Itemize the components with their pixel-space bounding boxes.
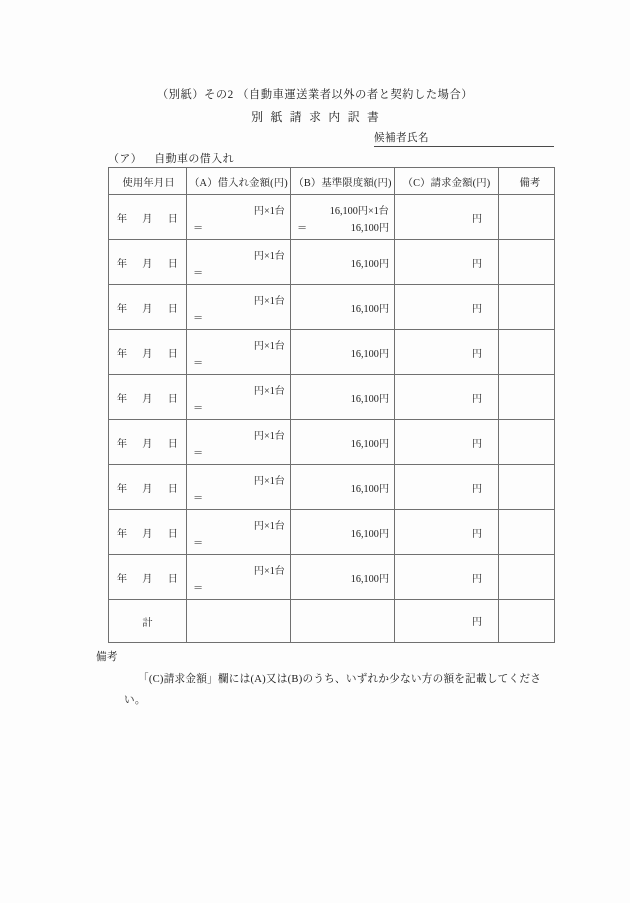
cell-date[interactable] [109,420,187,465]
table-row[interactable] [109,465,555,510]
amount-unit-line: 円×1台 [253,341,285,352]
date-day: 日 [167,348,179,360]
table-header-row [109,168,555,195]
footnote-body: 「(C)請求金額」欄には(A)又は(B)のうち、いずれか少ない方の額を記載してください。 [124,674,542,706]
table-row[interactable] [109,510,555,555]
section-marker: （ア） [108,153,143,165]
footnote-heading: 備考 [96,652,118,663]
amount-unit-line: 円×1台 [253,566,285,577]
amount-unit-line: 円×1台 [253,296,285,307]
cell-remarks[interactable] [499,555,555,600]
cell-column-b [291,375,395,420]
cell-column-b [291,510,395,555]
cell-column-b [291,420,395,465]
equals-sign: ＝ [193,538,204,549]
cell-column-b [291,285,395,330]
standard-limit-amount: 16,100円 [350,394,389,405]
cell-column-c[interactable] [395,285,499,330]
total-remarks[interactable] [499,600,555,643]
cell-column-c[interactable] [395,465,499,510]
standard-limit-amount: 16,100円 [350,529,389,540]
cell-column-c[interactable] [395,240,499,285]
date-month: 月 [142,393,153,405]
date-year: 年 [116,573,128,585]
cell-column-a[interactable] [187,510,291,555]
cell-column-c[interactable] [395,420,499,465]
expense-table-wrapper [108,167,554,643]
header-remarks: 備考 [499,168,555,195]
cell-remarks[interactable] [499,465,555,510]
equals-sign: ＝ [193,448,204,459]
expense-table [108,167,555,643]
table-row[interactable] [109,285,555,330]
table-total-row [109,600,555,643]
table-row[interactable] [109,330,555,375]
cell-column-b [291,330,395,375]
date-day: 日 [167,438,179,450]
table-body [109,195,555,643]
date-month: 月 [142,438,153,450]
date-month: 月 [142,528,153,540]
header-column-c: （C）請求金額(円) [395,168,499,195]
date-month: 月 [142,483,153,495]
page-title: 別紙請求内訳書 [251,110,387,124]
section-heading [108,150,234,166]
equals-sign: ＝ [193,493,204,504]
cell-remarks[interactable] [499,510,555,555]
cell-column-c[interactable] [395,375,499,420]
header-date: 使用年月日 [109,168,187,195]
cell-date[interactable] [109,510,187,555]
date-month: 月 [142,348,153,360]
cell-column-a[interactable] [187,375,291,420]
date-month: 月 [142,258,153,270]
date-day: 日 [167,213,179,225]
cell-column-c[interactable] [395,555,499,600]
cell-column-a[interactable] [187,285,291,330]
currency-unit: 円 [471,617,482,628]
cell-column-b [291,195,395,240]
cell-column-b [291,240,395,285]
header-column-b: （B）基準限度額(円) [291,168,395,195]
equals-sign: ＝ [193,403,204,414]
cell-column-b [291,555,395,600]
date-day: 日 [167,303,179,315]
date-month: 月 [142,303,153,315]
cell-column-a[interactable] [187,555,291,600]
header-column-a: （A）借入れ金額(円) [187,168,291,195]
date-year: 年 [116,303,128,315]
header-note: （別紙）その2 （自動車運送業者以外の者と契約した場合） [156,89,474,101]
cell-date[interactable] [109,330,187,375]
cell-column-a[interactable] [187,195,291,240]
date-year: 年 [116,213,128,225]
currency-unit: 円 [471,574,482,585]
section-title: 自動車の借入れ [154,153,235,165]
cell-remarks[interactable] [499,285,555,330]
date-day: 日 [167,258,179,270]
date-year: 年 [116,438,128,450]
cell-date[interactable] [109,465,187,510]
currency-unit: 円 [471,484,482,495]
cell-remarks[interactable] [499,420,555,465]
date-day: 日 [167,483,179,495]
total-column-c[interactable] [395,600,499,643]
amount-unit-line: 円×1台 [253,206,285,217]
total-label: 計 [109,600,187,643]
currency-unit: 円 [471,214,482,225]
total-column-a[interactable] [187,600,291,643]
currency-unit: 円 [471,304,482,315]
table-row[interactable] [109,195,555,240]
amount-unit-line: 円×1台 [253,521,285,532]
date-year: 年 [116,528,128,540]
date-month: 月 [142,213,153,225]
equals-sign: ＝ [193,223,204,234]
equals-sign: ＝ [193,268,204,279]
candidate-name-field[interactable] [374,130,554,147]
date-year: 年 [116,483,128,495]
cell-remarks[interactable] [499,330,555,375]
date-day: 日 [167,573,179,585]
currency-unit: 円 [471,259,482,270]
date-year: 年 [116,393,128,405]
date-month: 月 [142,573,153,585]
table-row[interactable] [109,555,555,600]
cell-column-b [291,465,395,510]
table-row[interactable] [109,375,555,420]
currency-unit: 円 [471,349,482,360]
amount-unit-line: 円×1台 [253,431,285,442]
date-year: 年 [116,258,128,270]
cell-date[interactable] [109,195,187,240]
cell-column-a[interactable] [187,330,291,375]
equals-sign: ＝ [193,358,204,369]
cell-remarks[interactable] [499,375,555,420]
cell-column-c[interactable] [395,510,499,555]
cell-column-a[interactable] [187,420,291,465]
table-row[interactable] [109,420,555,465]
cell-column-a[interactable] [187,240,291,285]
amount-unit-line: 円×1台 [253,251,285,262]
cell-date[interactable] [109,375,187,420]
currency-unit: 円 [471,529,482,540]
table-row[interactable] [109,240,555,285]
cell-remarks[interactable] [499,195,555,240]
standard-limit-amount: 16,100円 [350,349,389,360]
candidate-name-label: 候補者氏名 [374,133,429,144]
date-day: 日 [167,393,179,405]
currency-unit: 円 [471,439,482,450]
cell-remarks[interactable] [499,240,555,285]
standard-limit-amount: 16,100円 [350,439,389,450]
cell-column-c[interactable] [395,195,499,240]
cell-date[interactable] [109,555,187,600]
date-day: 日 [167,528,179,540]
cell-column-a[interactable] [187,465,291,510]
standard-limit-amount: 16,100円 [350,304,389,315]
cell-column-c[interactable] [395,330,499,375]
amount-unit-line: 円×1台 [253,386,285,397]
total-column-b [291,600,395,643]
amount-unit-line: 円×1台 [253,476,285,487]
standard-limit-amount: 16,100円 [350,484,389,495]
standard-limit-unit-line: 16,100円×1台 [329,206,389,217]
standard-limit-amount: 16,100円 [350,574,389,585]
equals-sign: ＝ [193,313,204,324]
cell-date[interactable] [109,240,187,285]
standard-limit-total: 16,100円 [350,223,389,234]
standard-limit-amount: 16,100円 [350,259,389,270]
cell-date[interactable] [109,285,187,330]
currency-unit: 円 [471,394,482,405]
date-year: 年 [116,348,128,360]
equals-sign: ＝ [297,223,308,234]
equals-sign: ＝ [193,583,204,594]
